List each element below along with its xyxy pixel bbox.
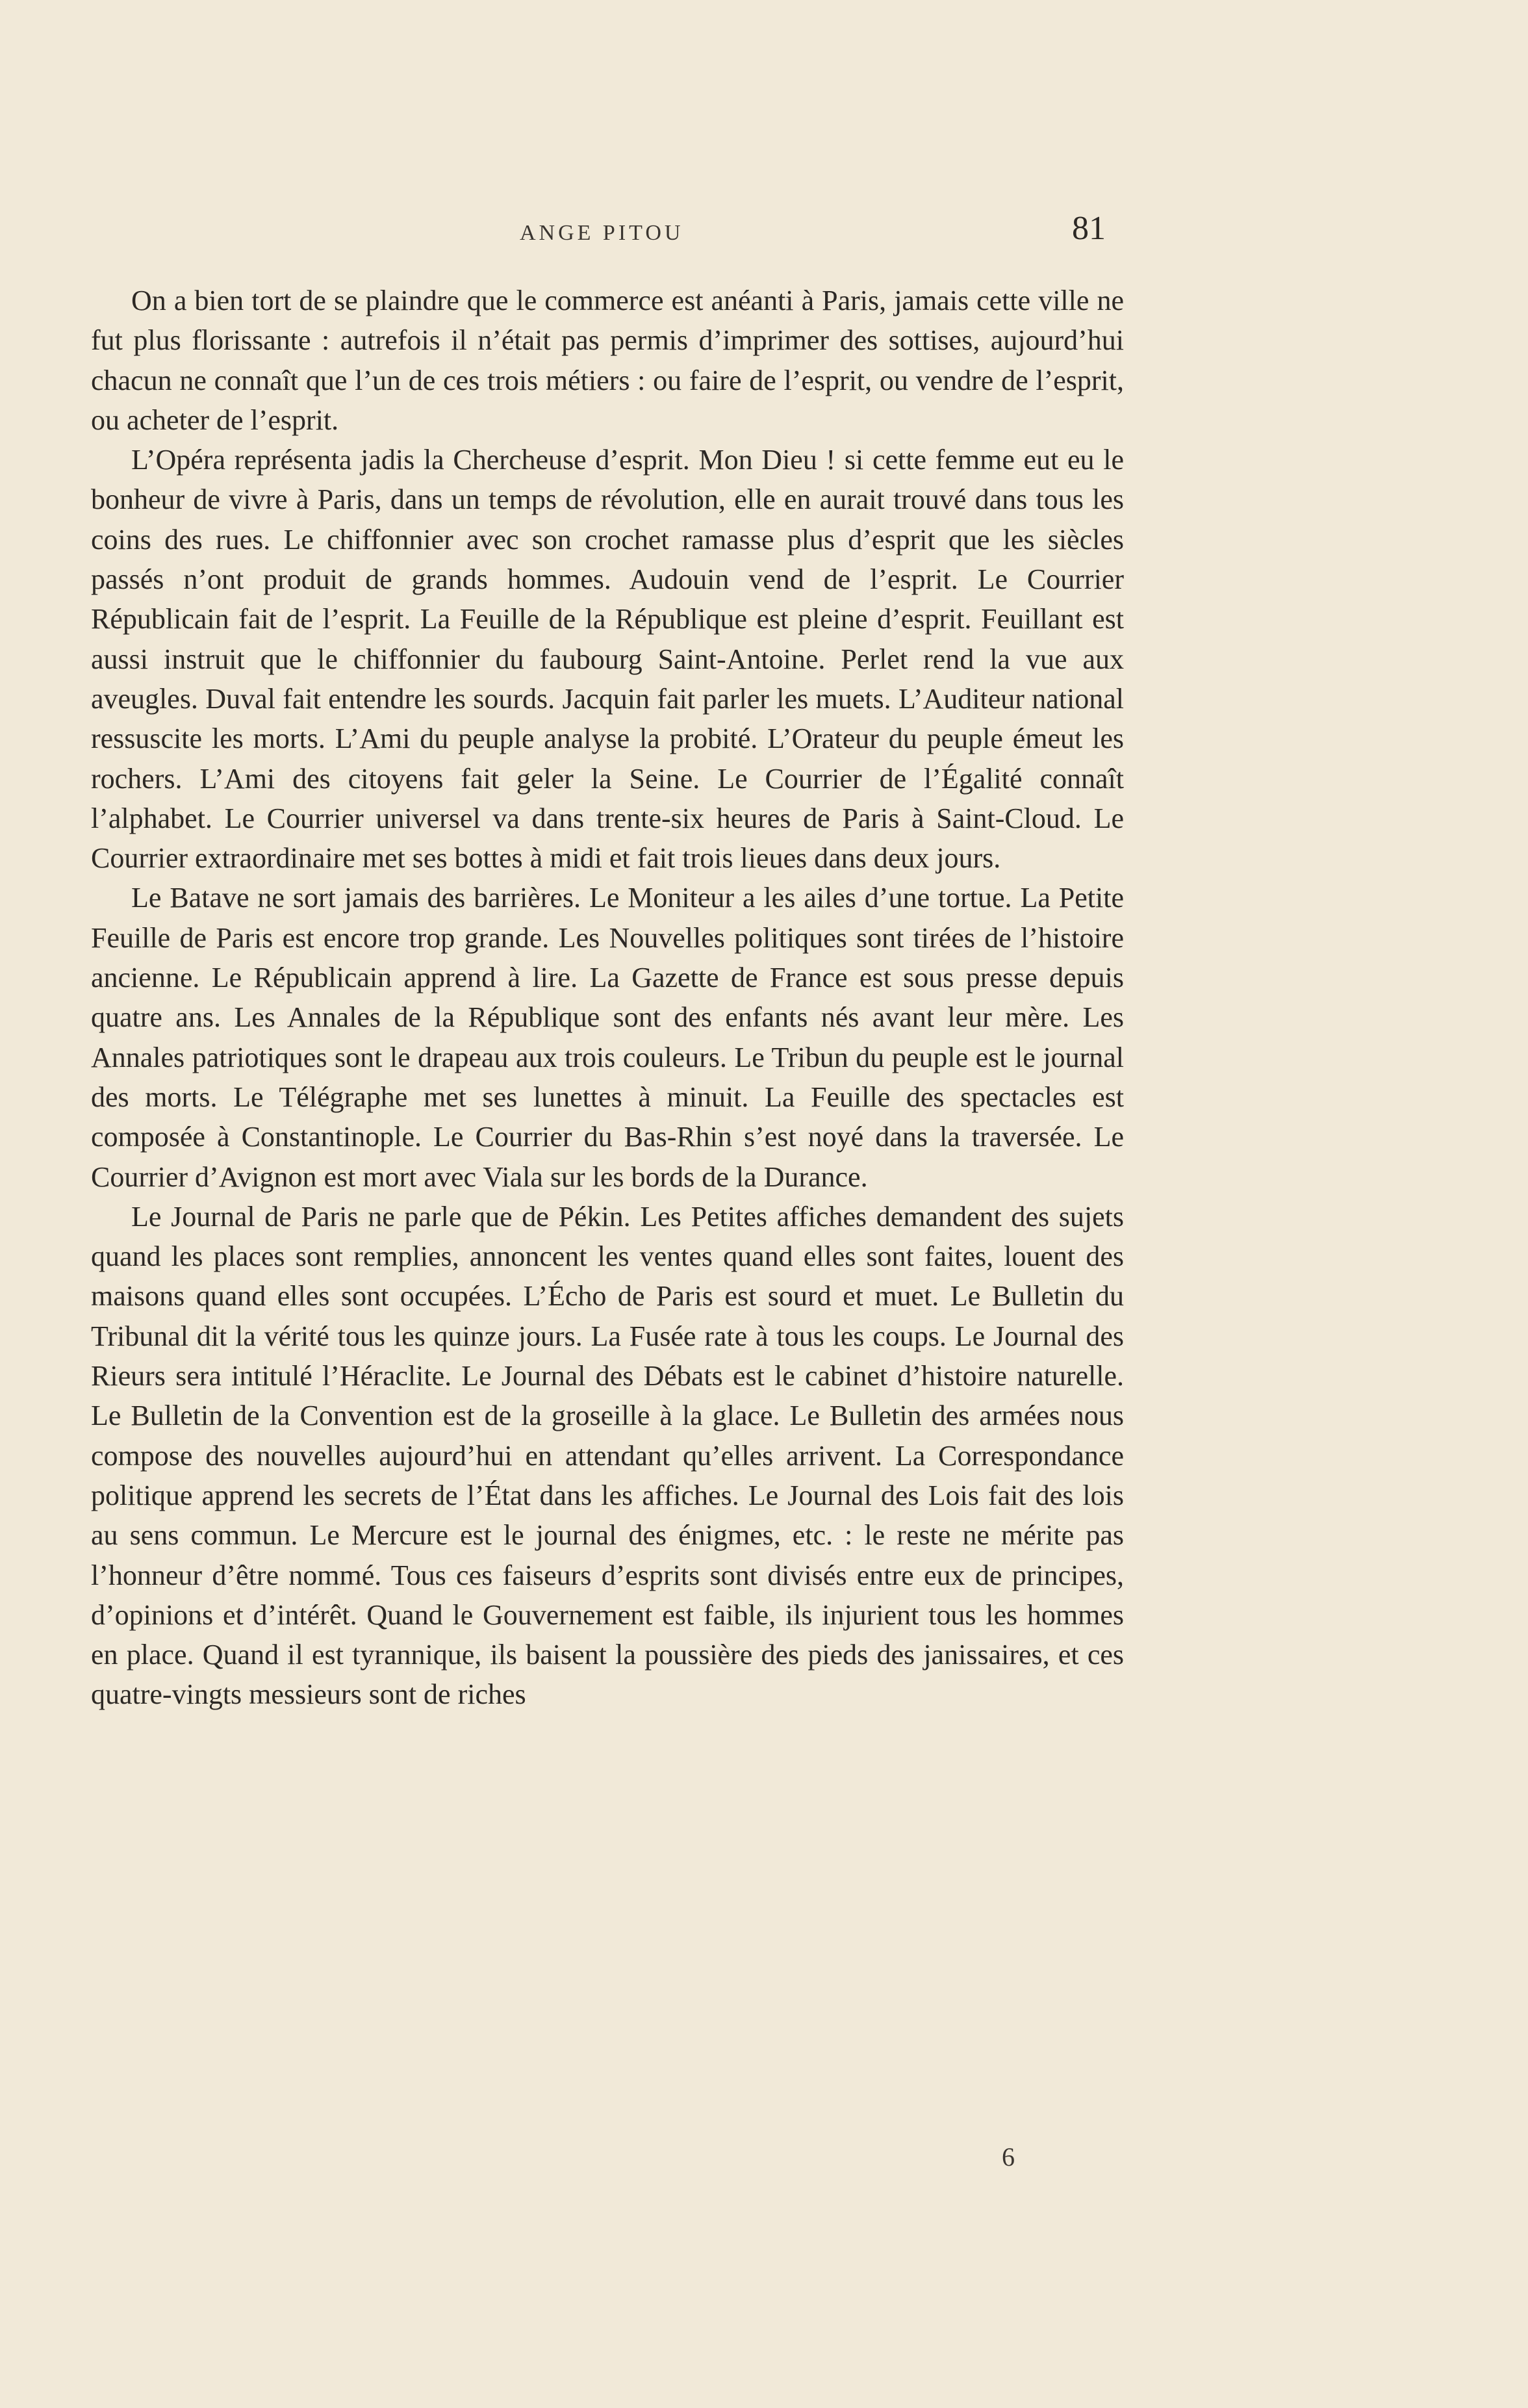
paragraph: Le Batave ne sort jamais des barrières. Le Moniteur a les ailes d’une tortue. La Petite Feuille de Paris est encore trop grande. Les Nouvelles politiques sont tirées de l’histoire ancienne. Le Républicain apprend à lire. La Gazette de France est sous presse depuis quatre ans. Les Annales de la République sont des enfants nés avant leur mère. Les Annales patriotiques sont le drapeau aux trois couleurs. Le Tribun du peuple est le journal des morts. Le Télégraphe met ses lunettes à minuit. La Feuille des spectacles est composée à Constantinople. Le Courrier du Bas-Rhin s’est noyé dans la traversée. Le Courrier d’Avignon est mort avec Viala sur les bords de la Durance. (91, 882, 1124, 1193)
page-header (0, 209, 1528, 248)
page-number: 81 (1072, 210, 1106, 247)
paragraph: Le Journal de Paris ne parle que de Pékin. Les Petites affiches demandent des sujets quand les places sont remplies, annoncent les ventes quand elles sont faites, louent des maisons quand elles sont occupées. L’Écho de Paris est sourd et muet. Le Bulletin du Tribunal dit la vérité tous les quinze jours. La Fusée rate à tous les coups. Le Journal des Rieurs sera intitulé l’Héraclite. Le Journal des Débats est le cabinet d’histoire naturelle. Le Bulletin de la Convention est de la groseille à la glace. Le Bulletin des armées nous compose des nouvelles aujourd’hui en attendant qu’elles arrivent. La Correspondance politique apprend les secrets de l’État dans les affiches. Le Journal des Lois fait des lois au sens commun. Le Mercure est le journal des énigmes, etc. : le reste ne mérite pas l’honneur d’être nommé. Tous ces faiseurs d’esprits sont divisés entre eux de principes, d’opinions et d’intérêt. Quand le Gouvernement est faible, ils injurient tous les hommes en place. Quand il est tyrannique, ils baisent la poussière des pieds des janissaires, et ces quatre-vingts messieurs sont de riches (91, 1200, 1124, 1711)
running-title: ANGE PITOU (520, 221, 684, 245)
main-text (91, 281, 1124, 1715)
paragraph: L’Opéra représenta jadis la Chercheuse d’esprit. Mon Dieu ! si cette femme eut eu le bonheur de vivre à Paris, dans un temps de révolution, elle en aurait trouvé dans tous les coins des rues. Le chiffonnier avec son crochet ramasse plus d’esprit que les siècles passés n’ont produit de grands hommes. Audouin vend de l’esprit. Le Courrier Républicain fait de l’esprit. La Feuille de la République est pleine d’esprit. Feuillant est aussi instruit que le chiffonnier du faubourg Saint-Antoine. Perlet rend la vue aux aveugles. Duval fait entendre les sourds. Jacquin fait parler les muets. L’Auditeur national ressuscite les morts. L’Ami du peuple analyse la probité. L’Orateur du peuple émeut les rochers. L’Ami des citoyens fait geler la Seine. Le Courrier de l’Égalité connaît l’alphabet. Le Courrier universel va dans trente-six heures de Paris à Saint-Cloud. Le Courrier extraordinaire met ses bottes à midi et fait trois lieues dans deux jours. (91, 444, 1124, 875)
signature-mark: 6 (1002, 2142, 1015, 2171)
paragraph: On a bien tort de se plaindre que le commerce est anéanti à Paris, jamais cette ville ne fut plus florissante : autrefois il n’était pas permis d’imprimer des sottises, aujourd’hui chacun ne connaît que l’un de ces trois métiers : ou faire de l’esprit, ou vendre de l’esprit, ou acheter de l’esprit. (91, 285, 1124, 436)
